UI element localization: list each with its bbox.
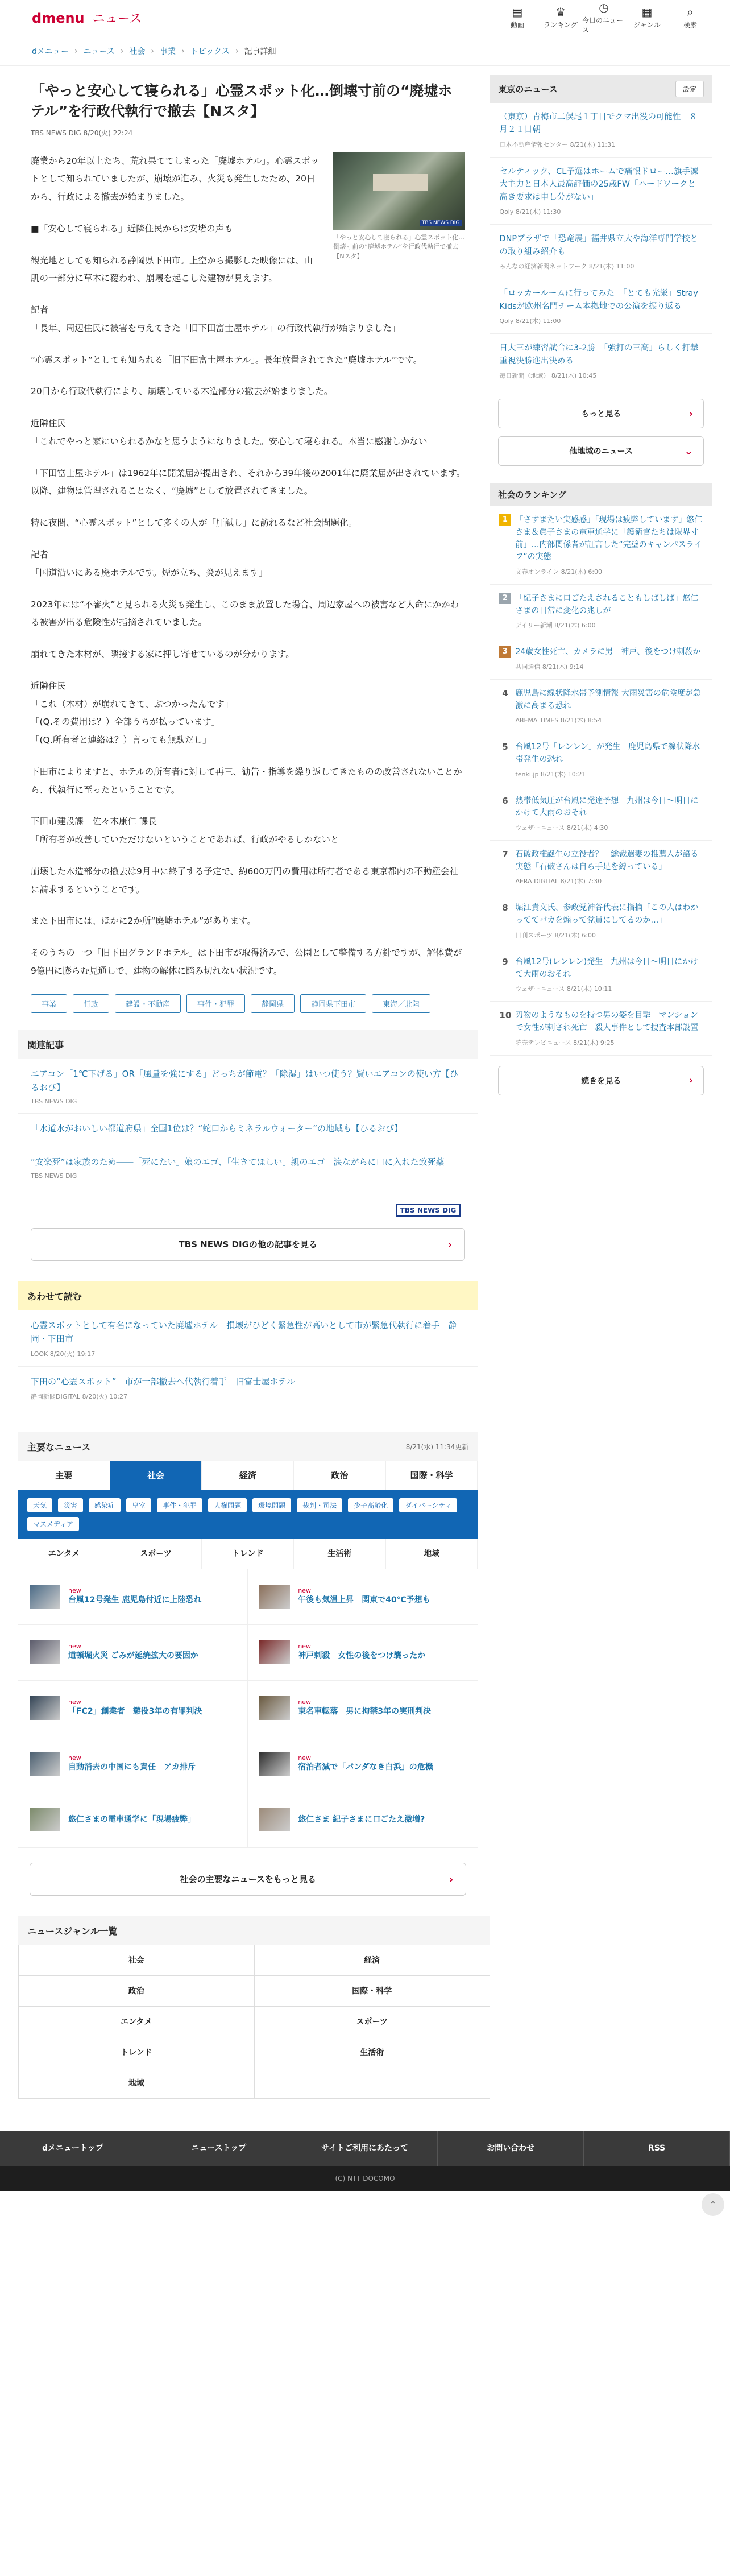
major-news-title[interactable]: 東名車転落 男に拘禁3年の実刑判決	[298, 1707, 431, 1717]
ranking-item[interactable]	[490, 948, 712, 1002]
article-paragraph: 崩壊した木造部分の撤去は9月中に終了する予定で、約600万円の費用は所有者である東京都内の不動産会社に請求するということです。	[31, 866, 459, 895]
subgenre-chip[interactable]: 感染症	[89, 1498, 121, 1512]
ranking-meta: 共同通信 8/21(木) 9:14	[515, 663, 584, 671]
article-paragraph: 下田市建設課 佐々木康仁 課長 「所有者が改善していただけないということであれば、行政がやるしかないと」	[31, 816, 349, 845]
article-tag[interactable]: 事件・犯罪	[186, 994, 245, 1013]
major-tabs-secondary	[18, 1539, 478, 1569]
news-text	[298, 1643, 425, 1662]
ranking-title[interactable]: 台風12号「レンレン」が発生 鹿児島県で線状降水帯発生の恐れ	[515, 742, 700, 764]
ranking-text	[515, 514, 703, 576]
header-nav	[496, 0, 712, 36]
article-paragraph: 崩れてきた木材が、隣接する家に押し寄せているのが分かります。	[31, 649, 295, 660]
sidebar	[490, 75, 712, 1896]
article-paragraph: 廃業から20年以上たち、荒れ果ててしまった「廃墟ホテル」。心霊スポットとして知られていましたが、崩壊が進み、火災も発生したため、20日から、行政による撤去が始まりました。	[31, 155, 320, 202]
header-icon-3: ▦	[641, 5, 653, 19]
tab-2[interactable]: 経済	[202, 1461, 294, 1490]
also-read-meta: LOOK 8/20(火) 19:17	[31, 1350, 96, 1358]
major-more-button[interactable]: 社会の主要なニュースをもっと見る ›	[30, 1863, 466, 1896]
major-news-title[interactable]: 自動消去の中国にも責任 アカ排斥	[68, 1763, 196, 1772]
breadcrumb-separator-icon: ›	[120, 46, 124, 56]
major-news-item[interactable]	[248, 1569, 478, 1625]
ranking-item[interactable]	[490, 787, 712, 841]
header-nav-item[interactable]	[496, 0, 539, 36]
news-thumbnail	[30, 1808, 60, 1831]
ranking-meta: AERA DIGITAL 8/21(木) 7:30	[515, 878, 602, 886]
ranking-text	[515, 956, 703, 993]
article-tags	[31, 994, 465, 1013]
genre-link[interactable]: 政治	[19, 1976, 255, 2007]
ranking-item[interactable]	[490, 1002, 712, 1055]
rank-number: 2	[499, 593, 511, 604]
ranking-title[interactable]: 熱帯低気圧が台風に発達予想 九州は今日〜明日にかけて大雨のおそれ	[515, 796, 699, 818]
article-tag[interactable]: 静岡県下田市	[300, 994, 366, 1013]
ranking-meta: ウェザーニュース 8/21(木) 10:11	[515, 985, 612, 993]
tab-4[interactable]: 国際・科学	[386, 1461, 478, 1490]
article-tag[interactable]: 行政	[73, 994, 109, 1013]
ranking-more-button[interactable]: 続きを見る ›	[498, 1066, 704, 1095]
ranking-item[interactable]	[490, 894, 712, 948]
genre-link[interactable]: 地域	[19, 2068, 255, 2099]
footer-link[interactable]: RSS	[584, 2131, 730, 2166]
new-badge: new	[68, 1587, 81, 1595]
ranking-meta: ウェザーニュース 8/21(木) 4:30	[515, 824, 608, 832]
subgenre-chip[interactable]: 少子高齢化	[348, 1498, 393, 1512]
major-news-item[interactable]	[18, 1625, 248, 1681]
related-item[interactable]	[18, 1147, 478, 1188]
major-news-title[interactable]: 道頓堀火災 ごみが延焼拡大の要因か	[68, 1651, 198, 1661]
major-news	[18, 1432, 478, 1896]
major-news-title[interactable]: 宿泊者減で「パンダなき白浜」の危機	[298, 1763, 433, 1772]
ranking-title[interactable]: 堀江貴文氏、参政党神谷代表に指摘「この人はわかっててバカを煽って党員にしてるのか…」	[515, 903, 699, 925]
breadcrumb-separator-icon: ›	[151, 46, 155, 56]
ranking-title[interactable]: 「紀子さまに口ごたえされることもしばしば」悠仁さまの日常に変化の兆しが	[515, 593, 699, 615]
chevron-right-icon: ›	[447, 1237, 453, 1251]
article-title: 「やっと安心して寝られる」心霊スポット化…倒壊寸前の“廃墟ホテル”を行政代執行で撤去【Nスタ】	[31, 82, 453, 120]
site-footer	[0, 2131, 730, 2191]
major-tabs	[18, 1461, 478, 1490]
rank-number: 8	[502, 903, 508, 913]
header-icon-0: ▤	[512, 5, 523, 19]
genre-tab[interactable]: トレンド	[202, 1539, 294, 1569]
major-news-item[interactable]	[248, 1681, 478, 1736]
article-paragraph: 記者 「長年、周辺住民に被害を与えてきた「旧下田富士屋ホテル」の行政代執行が始まりました」	[31, 305, 401, 333]
site-header	[0, 0, 730, 36]
subgenre-chip[interactable]: 人権問題	[208, 1498, 247, 1512]
genre-tab[interactable]: スポーツ	[110, 1539, 202, 1569]
ranking	[490, 483, 712, 1095]
genre-link[interactable]: 経済	[255, 1945, 491, 1976]
header-nav-label: 今日のニュース	[582, 16, 624, 34]
news-thumbnail	[30, 1752, 60, 1776]
ranking-title[interactable]: 24歳女性死亡、カメラに男 神戸、後をつけ刺殺か	[515, 647, 701, 657]
news-text	[68, 1754, 196, 1773]
local-news-title[interactable]: 「ロッカールームに行ってみた」「とても光栄」Stray Kidsが欧州名門チーム本拠地での公演を振り返る	[499, 289, 698, 311]
ranking-title[interactable]: 「さすまたい実感感」「現場は疲弊しています」悠仁さま＆眞子さまの電車通学に「護衛官たちは限界寸前」…内部関係者が証言した“完璧のキャンパスライフ”の実態	[515, 515, 703, 562]
chevron-right-icon: ›	[688, 407, 693, 420]
header-nav-item[interactable]	[625, 0, 669, 36]
article-paragraph: 近隣住民 「これ（木材）が崩れてきて、ぶつかったんです」 「(Q.その費用は？）全部うちが払っています」 「(Q.所有者と連絡は？）言っても無駄だし」	[31, 680, 234, 746]
breadcrumb	[0, 36, 730, 66]
article-paragraph: 2023年には“不審火”と見られる火災も発生し、このまま放置した場合、周辺家屋への被害など人命にかかわる被害が出る危険性が指摘されていました。	[31, 599, 459, 628]
subgenre-chip[interactable]: 環境問題	[252, 1498, 291, 1512]
breadcrumb-link[interactable]: トピックス	[190, 47, 230, 56]
local-news-title[interactable]: 日大三が練習試合に3-2勝 「強打の三高」らしく打撃重視決勝進出決める	[499, 344, 699, 366]
article-paragraph: そのうちの一つ「旧下田グランドホテル」は下田市が取得済みで、公園として整備する方針ですが、解体費が9億円に膨らむ見通しで、建物の解体に踏み切れない状況です。	[31, 948, 462, 976]
major-news-title[interactable]: 「FC2」創業者 懲役3年の有罪判決	[68, 1707, 202, 1717]
genre-link[interactable]: 国際・科学	[255, 1976, 491, 2007]
also-read-heading: あわせて読む	[18, 1281, 478, 1310]
local-news-item[interactable]	[490, 334, 712, 388]
article-photo	[333, 152, 465, 230]
news-thumbnail	[259, 1696, 290, 1720]
genre-tab[interactable]: 生活術	[294, 1539, 386, 1569]
ranking-meta: tenki.jp 8/21(木) 10:21	[515, 770, 586, 778]
section-title: ニュース	[92, 12, 142, 26]
article-tag[interactable]: 建設・不動産	[115, 994, 181, 1013]
tab-3[interactable]: 政治	[294, 1461, 386, 1490]
rank-number: 7	[502, 849, 508, 860]
ranking-text	[515, 688, 703, 725]
new-badge: new	[298, 1754, 311, 1762]
rank-number: 6	[502, 795, 508, 806]
article-paragraph: 「下田富士屋ホテル」は1962年に開業届が提出され、それから39年後の2001年に廃業届が出されています。以降、建物は管理されることなく、“廃墟”として放置されてきました。	[31, 468, 466, 497]
brand-logo: dmenu	[32, 10, 85, 26]
major-news-item[interactable]	[18, 1792, 248, 1848]
ranking-meta: デイリー新潮 8/21(木) 6:00	[515, 622, 596, 630]
chevron-down-icon: ⌄	[684, 445, 693, 457]
footer-link[interactable]: お問い合わせ	[438, 2131, 584, 2166]
breadcrumb-link[interactable]: 事業	[160, 47, 176, 56]
news-text	[68, 1698, 202, 1718]
rank-number: 10	[499, 1010, 512, 1021]
news-thumbnail	[259, 1808, 290, 1831]
local-news-item[interactable]	[490, 225, 712, 279]
article-paragraph: また下田市には、ほかに2か所“廃墟ホテル”があります。	[31, 916, 256, 927]
header-icon-2: ◷	[599, 0, 609, 14]
ranking-meta: 文春オンライン 8/21(木) 6:00	[515, 568, 603, 576]
subgenre-chip[interactable]: 皇室	[126, 1498, 151, 1512]
ranking-text	[515, 741, 703, 778]
news-thumbnail	[259, 1640, 290, 1664]
news-text	[298, 1754, 433, 1773]
article-body	[31, 152, 465, 981]
ranking-title[interactable]: 石破政権誕生の立役者？ 総裁選妻の推薦人が語る実態「石破さんは自ら手足を縛っている」	[515, 850, 699, 871]
also-read-item[interactable]	[18, 1367, 478, 1409]
major-news-item[interactable]	[248, 1736, 478, 1792]
related-meta: TBS NEWS DIG	[31, 1097, 77, 1105]
other-region-button[interactable]: 他地域のニュース ⌄	[498, 436, 704, 466]
header-nav-item[interactable]	[582, 0, 625, 36]
article-tag[interactable]: 東海／北陸	[372, 994, 430, 1013]
image-tag: TBS NEWS DIG	[420, 220, 462, 226]
related-heading: 関連記事	[18, 1030, 478, 1059]
subgenre-chip[interactable]: ダイバーシティ	[399, 1498, 457, 1512]
chevron-right-icon: ›	[449, 1872, 454, 1886]
ranking-meta: ABEMA TIMES 8/21(木) 8:54	[515, 717, 602, 725]
subgenre-chip[interactable]: 事件・犯罪	[157, 1498, 202, 1512]
subgenre-chips	[18, 1490, 478, 1539]
header-nav-label: ランキング	[544, 21, 578, 29]
breadcrumb-separator-icon: ›	[181, 46, 185, 56]
header-nav-item[interactable]	[539, 0, 582, 36]
article-paragraph: 特に夜間、“心霊スポット”として多くの人が「肝試し」に訪れるなど社会問題化。	[31, 518, 358, 528]
local-more-button[interactable]: もっと見る ›	[498, 399, 704, 428]
rank-number: 5	[502, 742, 508, 752]
genre-link[interactable]: スポーツ	[255, 2007, 491, 2037]
breadcrumb-current: 記事詳細	[244, 47, 276, 56]
chevron-up-icon: ⌃	[709, 2199, 717, 2210]
article-tag[interactable]: 静岡県	[251, 994, 295, 1013]
article-source: TBS NEWS DIG 8/20(火) 22:24	[31, 129, 133, 137]
settings-button[interactable]: 設定	[675, 81, 704, 97]
ranking-text	[515, 646, 700, 671]
header-nav-item[interactable]	[669, 0, 712, 36]
news-text	[68, 1814, 196, 1826]
local-news-title[interactable]: セルティック、CL予選はホームで痛恨ドロー…旗手凜大主力と日本人最高評価の25歳FW「ハードワークと高き要求は申し分がない」	[499, 167, 699, 202]
genre-link[interactable]: トレンド	[19, 2037, 255, 2068]
new-badge: new	[68, 1643, 81, 1651]
genre-link[interactable]: 生活術	[255, 2037, 491, 2068]
genre-link[interactable]: エンタメ	[19, 2007, 255, 2037]
new-badge: new	[298, 1698, 311, 1706]
article-paragraph: 記者 「国道沿いにある廃ホテルです。煙が立ち、炎が見えます」	[31, 549, 268, 578]
header-icon-1: ♛	[555, 5, 566, 19]
tab-1[interactable]: 社会	[110, 1461, 202, 1490]
related-title[interactable]: “安楽死”は家族のため――「死にたい」娘のエゴ、「生きてほしい」親のエゴ 涙ながらに口に入れた致死薬	[31, 1156, 445, 1167]
major-news-item[interactable]	[248, 1792, 478, 1848]
header-nav-label: ジャンル	[633, 21, 661, 29]
major-news-updated: 8/21(水) 11:34更新	[405, 1442, 469, 1451]
header-icon-4: ⌕	[687, 5, 694, 19]
copyright: (C) NTT DOCOMO	[0, 2166, 730, 2191]
new-badge: new	[68, 1698, 81, 1706]
footer-link[interactable]: dメニュートップ	[0, 2131, 146, 2166]
local-news-item[interactable]	[490, 279, 712, 334]
related-title[interactable]: 「水道水がおいしい都道府県」全国1位は？“蛇口からミネラルウォーター”の地域も【ひるおび】	[31, 1123, 403, 1134]
major-news-title[interactable]: 悠仁さまの電車通学に「現場疲弊」	[68, 1814, 196, 1824]
tab-0[interactable]: 主要	[18, 1461, 110, 1490]
major-news-title[interactable]: 午後も気温上昇 関東で40℃予想も	[298, 1595, 430, 1605]
ranking-heading: 社会のランキング	[498, 490, 566, 501]
subgenre-chip[interactable]: 天気	[27, 1498, 52, 1512]
major-news-item[interactable]	[18, 1569, 248, 1625]
new-badge: new	[298, 1587, 311, 1595]
ranking-item[interactable]	[490, 733, 712, 787]
news-text	[68, 1587, 201, 1606]
related-articles	[18, 1030, 478, 1261]
news-text	[68, 1643, 198, 1662]
local-news-meta: Qoly 8/21(木) 11:00	[499, 317, 561, 325]
dmenu-logo[interactable]	[32, 9, 142, 27]
news-text	[298, 1698, 431, 1718]
local-news-meta: 日本不動産情報センター 8/21(木) 11:31	[499, 140, 615, 148]
also-read-meta: 静岡新聞DIGITAL 8/20(火) 10:27	[31, 1392, 127, 1400]
ranking-meta: 日刊スポーツ 8/21(木) 6:00	[515, 931, 596, 939]
subgenre-chip[interactable]: マスメディア	[27, 1517, 79, 1531]
ranking-item[interactable]	[490, 585, 712, 638]
local-news-meta: みんなの経済新聞ネットワーク 8/21(木) 11:00	[499, 263, 634, 271]
header-nav-label: 動画	[510, 21, 524, 29]
local-news-title[interactable]: （東京）青梅市二俣尾１丁目でクマ出没の可能性 ８月２１日朝	[499, 113, 698, 135]
ranking-text	[515, 849, 703, 886]
local-news-item[interactable]	[490, 103, 712, 158]
image-caption: 「やっと安心して寝られる」心霊スポット化…倒壊寸前の“廃墟ホテル”を行政代執行で撤去【Nスタ】	[333, 233, 465, 260]
article	[18, 75, 478, 1013]
ranking-title[interactable]: 鹿児島に線状降水帯予測情報 大雨災害の危険度が急激に高まる恐れ	[515, 688, 701, 710]
major-news-item[interactable]	[248, 1625, 478, 1681]
news-thumbnail	[30, 1640, 60, 1664]
news-thumbnail	[30, 1696, 60, 1720]
rank-number: 1	[499, 514, 511, 526]
genre-heading: ニュースジャンル一覧	[18, 1916, 490, 1945]
ranking-text	[515, 795, 703, 832]
tbs-more-button[interactable]: TBS NEWS DIGの他の記事を見る ›	[31, 1228, 465, 1261]
news-text	[298, 1814, 425, 1826]
local-news-meta: 毎日新聞（地域） 8/21(木) 10:45	[499, 372, 597, 380]
article-paragraph: ■「安心して寝られる」近隣住民からは安堵の声も	[31, 223, 233, 234]
ranking-text	[515, 1010, 703, 1047]
local-news-title[interactable]: DNPプラザで「恐竜展」福井県立大や海洋専門学校との取り組み紹介も	[499, 234, 699, 257]
rank-number: 9	[502, 956, 508, 967]
chevron-right-icon: ›	[688, 1074, 693, 1087]
local-news	[490, 75, 712, 466]
major-news-title[interactable]: 台風12号発生 鹿児島付近に上陸恐れ	[68, 1595, 202, 1605]
local-news-heading: 東京のニュース	[498, 84, 558, 94]
related-meta: TBS NEWS DIG	[31, 1172, 77, 1180]
ranking-item[interactable]	[490, 638, 712, 680]
ranking-title[interactable]: 刃物のようなものを持つ男の姿を目撃 マンションで女性が刺され死亡 殺人事件として捜査本部設置	[515, 1011, 699, 1032]
also-read	[18, 1281, 478, 1409]
subgenre-chip[interactable]: 裁判・司法	[297, 1498, 342, 1512]
breadcrumb-separator-icon: ›	[235, 46, 239, 56]
ranking-item[interactable]	[490, 680, 712, 733]
news-thumbnail	[259, 1585, 290, 1609]
ranking-title[interactable]: 台風12号(レンレン)発生 九州は今日〜明日にかけて大雨のおそれ	[515, 957, 699, 979]
related-item[interactable]	[18, 1114, 478, 1147]
subgenre-chip[interactable]: 災害	[58, 1498, 83, 1512]
article-paragraph: 観光地としても知られる静岡県下田市。上空から撮影した映像には、山肌の一部分に草木に覆われ、崩壊を起こした建物が見えます。	[31, 255, 313, 284]
genre-link[interactable]: 社会	[19, 1945, 255, 1976]
new-badge: new	[298, 1643, 311, 1651]
rank-number: 4	[502, 688, 508, 698]
back-to-top-button[interactable]	[702, 2193, 724, 2216]
major-news-grid	[18, 1569, 478, 1848]
breadcrumb-link[interactable]: ニュース	[83, 47, 115, 56]
article-tag[interactable]: 事業	[31, 994, 67, 1013]
ranking-text	[515, 593, 703, 630]
major-news-item[interactable]	[18, 1736, 248, 1792]
new-badge: new	[68, 1754, 81, 1762]
article-paragraph: 20日から行政代執行により、崩壊している木造部分の撤去が始まりました。	[31, 386, 333, 397]
article-image[interactable]	[333, 152, 465, 262]
also-read-title[interactable]: 心霊スポットとして有名になっていた廃墟ホテル 損壊がひどく緊急性が高いとして市が緊急代執行に着手 静岡・下田市	[31, 1320, 457, 1344]
ranking-item[interactable]	[490, 506, 712, 585]
genre-link	[255, 2068, 491, 2099]
genre-tab[interactable]: 地域	[386, 1539, 478, 1569]
main-column	[18, 75, 478, 1896]
breadcrumb-separator-icon: ›	[74, 46, 78, 56]
breadcrumb-link[interactable]: 社会	[129, 47, 146, 56]
related-title[interactable]: エアコン「1℃下げる」OR「風量を強にする」どっちが節電？「除湿」はいつ使う？賢いエアコンの使い方【ひるおび】	[31, 1068, 458, 1093]
ranking-text	[515, 902, 703, 939]
major-news-title[interactable]: 悠仁さま 紀子さまに口ごたえ激増?	[298, 1814, 425, 1824]
major-news-heading: 主要なニュース	[27, 1441, 91, 1453]
news-thumbnail	[259, 1752, 290, 1776]
ranking-meta: 読売テレビニュース 8/21(木) 9:25	[515, 1039, 615, 1047]
ranking-item[interactable]	[490, 841, 712, 894]
also-read-title[interactable]: 下田の“心霊スポット” 市が一部撤去へ代執行着手 旧富士屋ホテル	[31, 1376, 295, 1387]
header-nav-label: 検索	[683, 21, 697, 29]
news-thumbnail	[30, 1585, 60, 1609]
breadcrumb-link[interactable]: dメニュー	[32, 47, 69, 56]
also-read-item[interactable]	[18, 1310, 478, 1367]
article-paragraph: 下田市によりますと、ホテルの所有者に対して再三、勧告・指導を繰り返してきたものの改善されないことから、代執行に至ったということです。	[31, 766, 462, 795]
local-news-item[interactable]	[490, 158, 712, 225]
article-paragraph: “心霊スポット”としても知られる「旧下田富士屋ホテル」。長年放置されてきた“廃墟ホテル”です。	[31, 354, 422, 365]
rank-number: 3	[499, 646, 511, 658]
genre-tab[interactable]: エンタメ	[18, 1539, 110, 1569]
genre-grid	[18, 1945, 490, 2099]
footer-link[interactable]: サイトご利用にあたって	[292, 2131, 438, 2166]
local-news-meta: Qoly 8/21(木) 11:30	[499, 208, 561, 216]
related-item[interactable]	[18, 1059, 478, 1114]
footer-link[interactable]: ニューストップ	[146, 2131, 292, 2166]
news-text	[298, 1587, 430, 1606]
tbs-news-dig-logo: TBS NEWS DIG	[18, 1188, 478, 1221]
major-news-title[interactable]: 神戸刺殺 女性の後をつけ襲ったか	[298, 1651, 426, 1661]
major-news-item[interactable]	[18, 1681, 248, 1736]
article-paragraph: 近隣住民 「これでやっと家にいられるかなと思うようになりました。安心して寝られる。本当に感謝しかない」	[31, 418, 437, 446]
